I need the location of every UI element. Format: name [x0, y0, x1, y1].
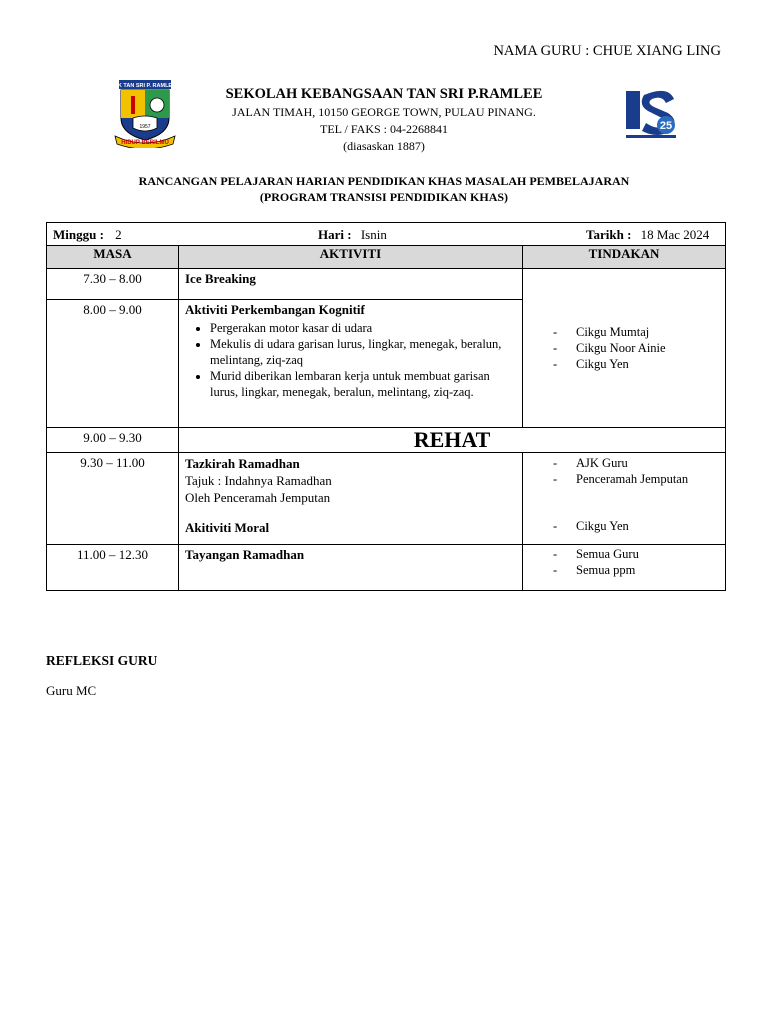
- day-value: Isnin: [360, 227, 387, 242]
- action-cell: [523, 269, 726, 428]
- title-line-2: (PROGRAM TRANSISI PENDIDIKAN KHAS): [259, 190, 509, 204]
- list-item: • Murid diberikan lembaran kerja untuk membuat garisan lurus, lingkar, menegak, beralun, melintang, ziq-zaq.: [210, 368, 516, 400]
- activity-line: Tajuk : Indahnya Ramadhan: [185, 473, 332, 488]
- date-label: Tarikh :: [586, 227, 632, 242]
- masa-cell: 7.30 – 8.00: [47, 269, 179, 300]
- table-row: [47, 545, 726, 591]
- masa-cell: 9.30 – 11.00: [47, 453, 179, 545]
- action-cell: [523, 545, 726, 591]
- school-address: JALAN TIMAH, 10150 GEORGE TOWN, PULAU PINANG.: [232, 105, 536, 119]
- school-phone: TEL / FAKS : 04-2268841: [320, 122, 448, 136]
- school-header: [0, 86, 768, 154]
- activity-subtitle: Akitiviti Moral: [185, 520, 270, 535]
- activity-cell: [179, 545, 523, 591]
- break-label: REHAT: [179, 428, 726, 453]
- school-name: SEKOLAH KEBANGSAAN TAN SRI P.RAMLEE: [225, 86, 543, 102]
- date-value: 18 Mac 2024: [640, 227, 710, 242]
- col-aktiviti: AKTIVITI: [179, 246, 523, 269]
- activity-cell: [179, 453, 523, 545]
- lesson-plan-table: [46, 222, 726, 591]
- list-item: • Mekulis di udara garisan lurus, lingkar, menegak, beralun, melintang, ziq-zaq: [210, 336, 516, 368]
- crest-banner-text: SK TAN SRI P. RAMLEE: [114, 83, 176, 89]
- action-item: - Cikgu Yen: [523, 356, 725, 372]
- action-item: - AJK Guru: [523, 455, 725, 471]
- title-line-1: RANCANGAN PELAJARAN HARIAN PENDIDIKAN KHAS MASALAH PEMBELAJARAN: [138, 174, 630, 188]
- activity-title: Ice Breaking: [185, 271, 256, 286]
- activity-cell: [179, 269, 523, 300]
- masa-cell: 9.00 – 9.30: [47, 428, 179, 453]
- activity-line: Oleh Penceramah Jemputan: [185, 490, 331, 505]
- day-field: [318, 227, 387, 243]
- col-tindakan: TINDAKAN: [523, 246, 726, 269]
- action-item: - Cikgu Noor Ainie: [523, 340, 725, 356]
- teacher-name: NAMA GURU : CHUE XIANG LING: [493, 43, 721, 59]
- reflection-heading: REFLEKSI GURU: [46, 653, 158, 668]
- action-item: - Cikgu Mumtaj: [523, 324, 725, 340]
- list-item: • Pergerakan motor kasar di udara: [210, 320, 516, 336]
- masa-cell: 11.00 – 12.30: [47, 545, 179, 591]
- activity-title: Tazkirah Ramadhan: [185, 456, 300, 471]
- week-label: Minggu :: [53, 227, 104, 242]
- action-item: - Semua ppm: [523, 562, 725, 578]
- table-row: [47, 453, 726, 545]
- activity-title: Tayangan Ramadhan: [185, 547, 305, 562]
- day-label: Hari :: [318, 227, 352, 242]
- action-item: - Semua Guru: [523, 546, 725, 562]
- school-founded: (diasaskan 1887): [343, 139, 425, 153]
- action-item: - Penceramah Jemputan: [523, 471, 725, 487]
- crest-year: 1957: [139, 124, 151, 130]
- table-row: [47, 428, 726, 453]
- activity-title: Aktiviti Perkembangan Kognitif: [185, 302, 365, 317]
- crest-motto: HIDUP BERILMU: [121, 140, 169, 146]
- document-title: [0, 173, 768, 205]
- reflection-text: Guru MC: [46, 683, 97, 698]
- week-value: 2: [115, 227, 122, 242]
- header-row: [47, 246, 726, 269]
- action-item: - Cikgu Yen: [523, 518, 725, 534]
- col-masa: MASA: [47, 246, 179, 269]
- action-cell: [523, 453, 726, 545]
- masa-cell: 8.00 – 9.00: [47, 300, 179, 428]
- activity-cell: [179, 300, 523, 428]
- week-field: [53, 227, 122, 243]
- table-row: [47, 269, 726, 300]
- program-logo-number: 25: [659, 120, 673, 132]
- activity-bullet-list: [185, 320, 516, 400]
- meta-row: [47, 223, 726, 246]
- date-field: [586, 227, 709, 243]
